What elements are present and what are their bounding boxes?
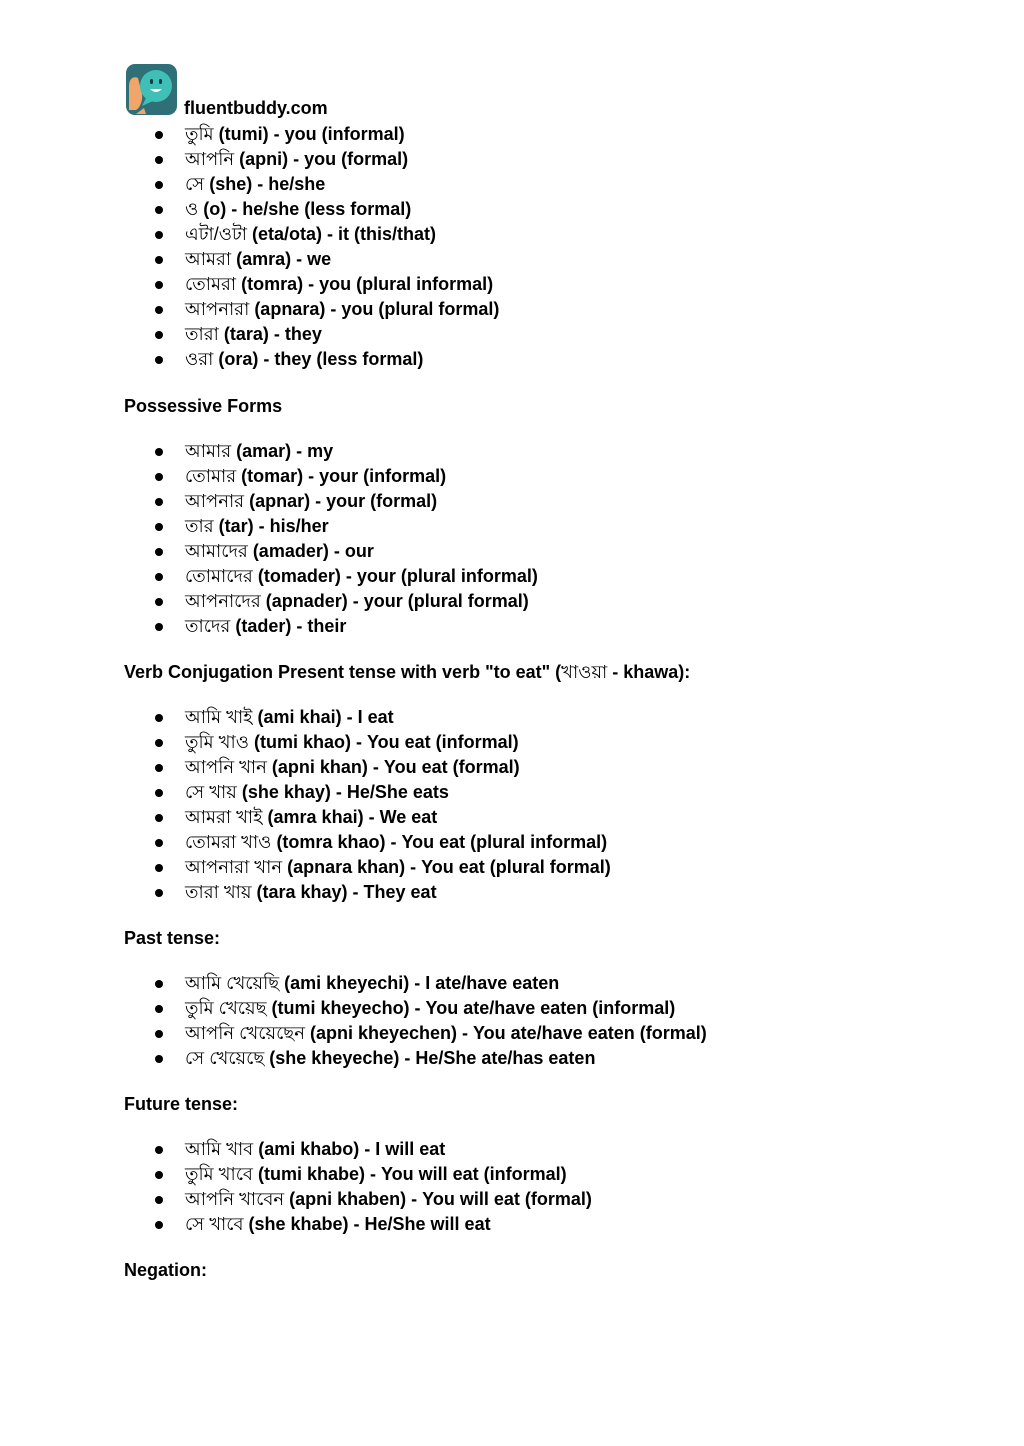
bengali-term: এটা/ওটা — [185, 224, 247, 244]
bullet-icon — [155, 181, 163, 189]
bullet-icon — [155, 548, 163, 556]
translation: (she) - he/she — [204, 174, 326, 194]
bengali-term: তুমি খাবে — [185, 1164, 253, 1184]
translation: (ami khai) - I eat — [252, 707, 394, 727]
past-tense-heading: Past tense: — [124, 928, 221, 948]
translation: (she kheyeche) - He/She ate/has eaten — [264, 1048, 596, 1068]
present-heading-bengali: খাওয়া — [561, 662, 608, 682]
bengali-term: তোমরা — [185, 274, 237, 294]
bengali-term: আপনারা খান — [185, 857, 283, 877]
bullet-icon — [155, 623, 163, 631]
translation: (amra khai) - We eat — [262, 807, 438, 827]
bullet-icon — [155, 789, 163, 797]
translation: (ami khabo) - I will eat — [253, 1139, 446, 1159]
bengali-term: তোমরা খাও — [185, 832, 272, 852]
bullet-icon — [155, 1196, 163, 1204]
bengali-term: আমি খাব — [185, 1139, 254, 1159]
translation: (o) - he/she (less formal) — [198, 199, 412, 219]
future-tense-heading: Future tense: — [124, 1094, 239, 1114]
translation: (tumi khao) - You eat (informal) — [248, 732, 519, 752]
bullet-icon — [155, 889, 163, 897]
bullet-icon — [155, 598, 163, 606]
translation: (she khabe) - He/She will eat — [243, 1214, 491, 1234]
translation: (tomar) - your (informal) — [236, 466, 447, 486]
bullet-icon — [155, 1030, 163, 1038]
bullet-icon — [155, 356, 163, 364]
bullet-icon — [155, 1005, 163, 1013]
translation: (tader) - their — [230, 616, 347, 636]
bullet-icon — [155, 498, 163, 506]
bullet-icon — [155, 714, 163, 722]
bullet-icon — [155, 331, 163, 339]
translation: (apnar) - your (formal) — [244, 491, 438, 511]
translation: (eta/ota) - it (this/that) — [247, 224, 436, 244]
bengali-term: তাদের — [185, 616, 231, 636]
translation: (tara) - they — [218, 324, 322, 344]
translation: (apnader) - your (plural formal) — [260, 591, 529, 611]
bullet-icon — [155, 1055, 163, 1063]
translation: (amra) - we — [231, 249, 332, 269]
negation-heading: Negation: — [124, 1260, 207, 1280]
translation: (tumi kheyecho) - You ate/have eaten (informal) — [266, 998, 676, 1018]
site-name: fluentbuddy.com — [184, 98, 328, 118]
bengali-term: আমরা — [185, 249, 232, 269]
bengali-term: আপনি খান — [185, 757, 267, 777]
bengali-term: ও — [185, 199, 199, 219]
translation: (ami kheyechi) - I ate/have eaten — [279, 973, 560, 993]
bengali-term: তোমার — [185, 466, 237, 486]
translation: (she khay) - He/She eats — [236, 782, 449, 802]
bullet-icon — [155, 573, 163, 581]
bengali-term: ওরা — [185, 349, 214, 369]
bullet-icon — [155, 306, 163, 314]
bengali-term: আমি খেয়েছি — [185, 973, 280, 993]
bengali-term: তারা — [185, 324, 219, 344]
present-tense-heading — [124, 661, 690, 683]
translation: (tumi khabe) - You will eat (informal) — [252, 1164, 567, 1184]
bengali-term: আপনি — [185, 149, 235, 169]
translation: (tara khay) - They eat — [251, 882, 437, 902]
bullet-icon — [155, 473, 163, 481]
bengali-term: আপনারা — [185, 299, 250, 319]
translation: (tomra) - you (plural informal) — [236, 274, 494, 294]
bengali-term: আমরা খাই — [185, 807, 263, 827]
translation: (tomra khao) - You eat (plural informal) — [271, 832, 608, 852]
bengali-term: আপনি খেয়েছেন — [185, 1023, 305, 1043]
bullet-icon — [155, 1171, 163, 1179]
translation: (tomader) - your (plural informal) — [252, 566, 538, 586]
bullet-icon — [155, 1221, 163, 1229]
bullet-icon — [155, 864, 163, 872]
bengali-term: সে খাবে — [185, 1214, 244, 1234]
translation: (apnara) - you (plural formal) — [249, 299, 500, 319]
bengali-term: তার — [185, 516, 214, 536]
bengali-term: আমাদের — [185, 541, 248, 561]
bullet-icon — [155, 448, 163, 456]
bengali-term: আপনাদের — [185, 591, 261, 611]
translation: (apni khaben) - You will eat (formal) — [284, 1189, 592, 1209]
bengali-term: আপনার — [185, 491, 245, 511]
bullet-icon — [155, 814, 163, 822]
bengali-term: সে — [185, 174, 205, 194]
bullet-icon — [155, 1146, 163, 1154]
bengali-term: তারা খায় — [185, 882, 252, 902]
translation: (apni khan) - You eat (formal) — [266, 757, 520, 777]
possessive-heading: Possessive Forms — [124, 396, 283, 416]
bengali-term: তুমি — [185, 124, 214, 144]
bullet-icon — [155, 281, 163, 289]
present-heading-post: - khawa): — [607, 662, 691, 682]
translation: (apnara khan) - You eat (plural formal) — [282, 857, 611, 877]
translation: (amar) - my — [231, 441, 334, 461]
bengali-term: আপনি খাবেন — [185, 1189, 285, 1209]
translation: (apni kheyechen) - You ate/have eaten (formal) — [304, 1023, 707, 1043]
translation: (ora) - they (less formal) — [213, 349, 424, 369]
bullet-icon — [155, 980, 163, 988]
bengali-term: তুমি খাও — [185, 732, 249, 752]
bullet-icon — [155, 231, 163, 239]
bullet-icon — [155, 839, 163, 847]
present-heading-pre: Verb Conjugation Present tense with verb "to eat" ( — [124, 662, 562, 682]
bullet-icon — [155, 156, 163, 164]
bullet-icon — [155, 206, 163, 214]
bengali-term: আমি খাই — [185, 707, 253, 727]
fluentbuddy-logo-icon — [126, 64, 177, 115]
bullet-icon — [155, 523, 163, 531]
bengali-term: তোমাদের — [185, 566, 253, 586]
bullet-icon — [155, 256, 163, 264]
bullet-icon — [155, 739, 163, 747]
bengali-term: আমার — [185, 441, 232, 461]
bengali-term: সে খায় — [185, 782, 237, 802]
bullet-icon — [155, 131, 163, 139]
bengali-term: তুমি খেয়েছ — [185, 998, 267, 1018]
bullet-icon — [155, 764, 163, 772]
translation: (tar) - his/her — [213, 516, 329, 536]
translation: (tumi) - you (informal) — [213, 124, 405, 144]
translation: (apni) - you (formal) — [234, 149, 409, 169]
bengali-term: সে খেয়েছে — [185, 1048, 265, 1068]
translation: (amader) - our — [247, 541, 374, 561]
